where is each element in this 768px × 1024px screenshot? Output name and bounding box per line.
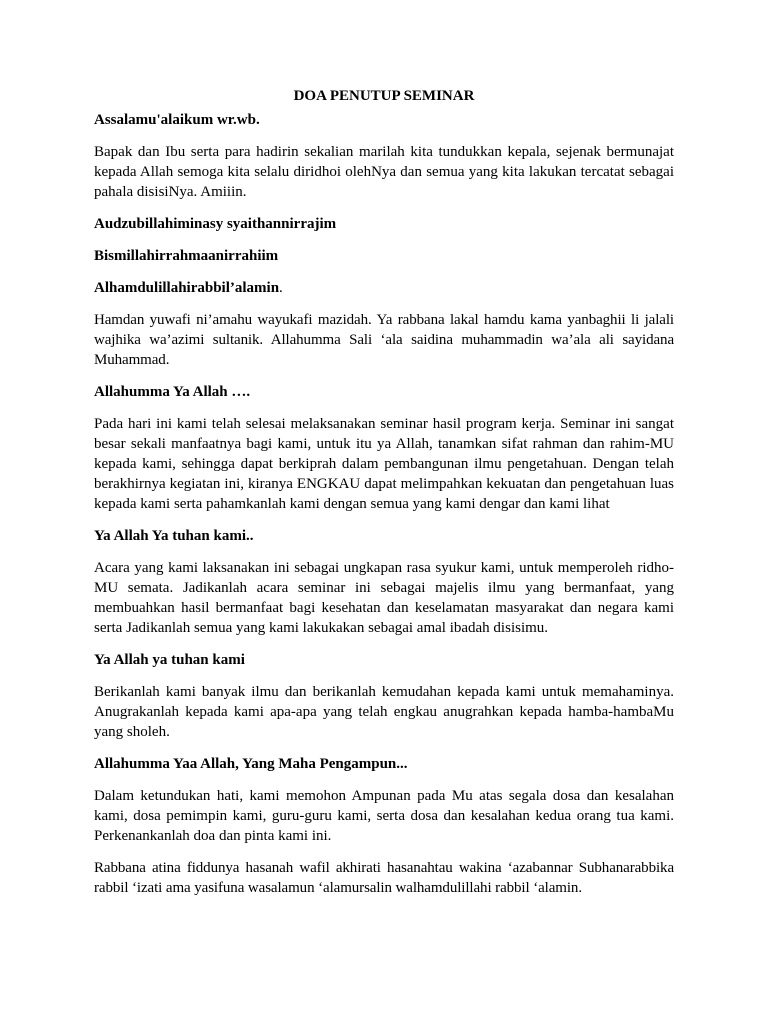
audzubillah-line: Audzubillahiminasy syaithannirrajim <box>94 216 337 232</box>
section-paragraph-1: Pada hari ini kami telah selesai melaksanakan seminar hasil program kerja. Seminar ini sangat besar sekali manfaatnya bagi kami, untuk itu ya Allah, tanamkan sifat rahman dan rahim-MU kepada kami, sehingga dapat berkiprah dalam pembangunan ilmu pengetahuan. Dengan telah berakhirnya kegiatan ini, kiranya ENGKAU dapat melimpahkan kekuatan dan pengetahuan luas kepada kami serta pahamkanlah kami dengan semua yang kami dengar dan kami lihat <box>94 416 674 512</box>
bismillah-line: Bismillahirrahmaanirrahiim <box>94 248 279 264</box>
hamdan-paragraph: Hamdan yuwafi ni’amahu wayukafi mazidah. Ya rabbana lakal hamdu kama yanbaghii li jalali wajhika wa’azimi sultanik. Allahumma Sali ‘ala saidina muhammadin wa’ala ali sayidana Muhammad. <box>94 312 674 368</box>
section-paragraph-4: Dalam ketundukan hati, kami memohon Ampunan pada Mu atas segala dosa dan kesalahan kami, dosa pemimpin kami, guru-guru kami, serta dosa dan kesalahan kedua orang tua kami. Perkenankanlah doa dan pinta kami ini. <box>94 788 674 844</box>
opening-paragraph: Bapak dan Ibu serta para hadirin sekalian marilah kita tundukkan kepala, sejenak bermunajat kepada Allah semoga kita selalu diridhoi olehNya dan semua yang kita lakukan tercatat sebagai pahala disisiNya. Amiiin. <box>94 144 674 200</box>
closing-prayer-paragraph: Rabbana atina fiddunya hasanah wafil akhirati hasanahtau wakina ‘azabannar Subhanarabbika rabbil ‘izati ama yasifuna wasalamun ‘alamursalin walhamdulillahi rabbil ‘alamin. <box>94 860 674 896</box>
alhamdulillah-line <box>94 278 674 298</box>
alhamdulillah-text: Alhamdulillahirabbil’alamin <box>94 280 280 296</box>
section-heading-2: Ya Allah Ya tuhan kami.. <box>94 528 254 544</box>
section-heading-4: Allahumma Yaa Allah, Yang Maha Pengampun... <box>94 756 408 772</box>
section-heading-3: Ya Allah ya tuhan kami <box>94 652 245 668</box>
section-paragraph-3: Berikanlah kami banyak ilmu dan berikanlah kemudahan kepada kami untuk memahaminya. Anugrakanlah kepada kami apa-apa yang telah engkau anugrahkan kepada hamba-hambaMu yang sholeh. <box>94 684 674 740</box>
alhamdulillah-suffix: . <box>279 280 283 296</box>
section-heading-1: Allahumma Ya Allah …. <box>94 384 251 400</box>
greeting: Assalamu'alaikum wr.wb. <box>94 112 260 128</box>
section-paragraph-2: Acara yang kami laksanakan ini sebagai ungkapan rasa syukur kami, untuk memperoleh ridho-MU semata. Jadikanlah acara seminar ini sebagai majelis ilmu yang bermanfaat, yang membuahkan hasil bermanfaat bagi kesehatan dan keselamatan masyarakat dan negara kami serta Jadikanlah semua yang kami lakukakan sebagai amal ibadah disisimu. <box>94 560 674 636</box>
document-title: DOA PENUTUP SEMINAR <box>293 88 475 104</box>
